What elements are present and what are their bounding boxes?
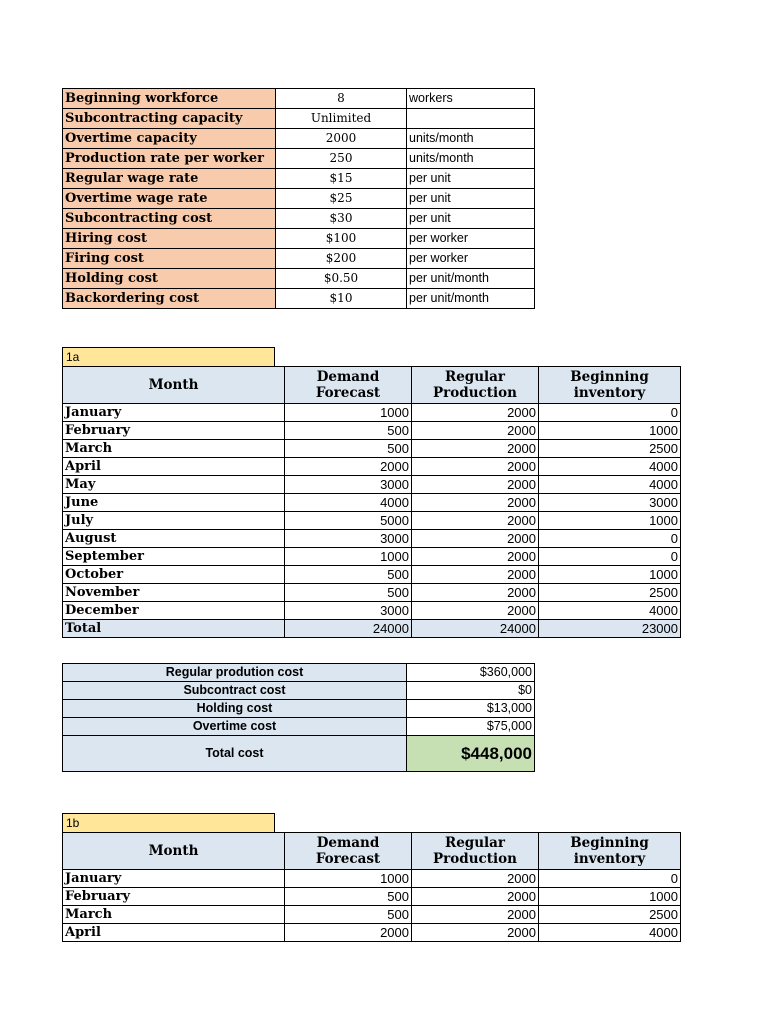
table-row — [63, 458, 681, 476]
cost-label[interactable]: Overtime cost — [63, 718, 407, 736]
total-cost-value[interactable]: $448,000 — [407, 736, 535, 772]
parameter-unit[interactable]: per unit/month — [407, 269, 535, 289]
parameter-value[interactable]: $10 — [276, 289, 407, 309]
demand-forecast-cell[interactable]: 2000 — [285, 458, 412, 476]
parameter-label[interactable]: Regular wage rate — [63, 169, 276, 189]
cost-summary-table — [62, 663, 535, 772]
table-row — [63, 440, 681, 458]
header-month[interactable]: Month — [63, 367, 285, 404]
parameter-unit[interactable]: per worker — [407, 249, 535, 269]
demand-forecast-cell[interactable]: 5000 — [285, 512, 412, 530]
demand-forecast-cell[interactable]: 500 — [285, 440, 412, 458]
demand-forecast-cell[interactable]: 3000 — [285, 602, 412, 620]
parameter-row — [63, 209, 535, 229]
parameters-table — [62, 88, 535, 309]
beginning-inventory-cell[interactable]: 1000 — [539, 888, 681, 906]
beginning-inventory-cell[interactable]: 2500 — [539, 440, 681, 458]
total-row — [63, 620, 681, 638]
regular-production-cell[interactable]: 2000 — [412, 548, 539, 566]
table-row — [63, 404, 681, 422]
cost-row — [63, 682, 535, 700]
total-cost-label[interactable]: Total cost — [63, 736, 407, 772]
regular-production-cell[interactable]: 2000 — [412, 476, 539, 494]
demand-forecast-cell[interactable]: 500 — [285, 422, 412, 440]
parameter-row — [63, 269, 535, 289]
month-cell[interactable]: January — [63, 870, 285, 888]
table-row — [63, 924, 681, 942]
month-cell[interactable]: March — [63, 906, 285, 924]
regular-production-cell[interactable]: 2000 — [412, 512, 539, 530]
header-regular-production[interactable]: Regular Production — [412, 833, 539, 870]
beginning-inventory-cell[interactable]: 0 — [539, 548, 681, 566]
regular-production-cell[interactable]: 2000 — [412, 494, 539, 512]
parameter-row — [63, 109, 535, 129]
demand-forecast-cell[interactable]: 1000 — [285, 548, 412, 566]
month-cell[interactable]: July — [63, 512, 285, 530]
table-row — [63, 476, 681, 494]
header-beginning-inventory[interactable]: Beginning inventory — [539, 367, 681, 404]
beginning-inventory-cell[interactable]: 0 — [539, 404, 681, 422]
table-row — [63, 530, 681, 548]
cost-value[interactable]: $13,000 — [407, 700, 535, 718]
parameter-label[interactable]: Overtime wage rate — [63, 189, 276, 209]
parameter-unit[interactable]: units/month — [407, 149, 535, 169]
table-row — [63, 566, 681, 584]
parameter-unit[interactable] — [407, 109, 535, 129]
month-cell[interactable]: November — [63, 584, 285, 602]
parameter-label[interactable]: Hiring cost — [63, 229, 276, 249]
parameter-value[interactable]: $15 — [276, 169, 407, 189]
table-row — [63, 602, 681, 620]
month-cell[interactable]: August — [63, 530, 285, 548]
table-row — [63, 494, 681, 512]
parameter-value[interactable]: 2000 — [276, 129, 407, 149]
table-row — [63, 584, 681, 602]
table-row — [63, 870, 681, 888]
beginning-inventory-cell[interactable]: 0 — [539, 530, 681, 548]
parameter-label[interactable]: Overtime capacity — [63, 129, 276, 149]
parameter-unit[interactable]: per unit/month — [407, 289, 535, 309]
demand-forecast-cell[interactable]: 3000 — [285, 530, 412, 548]
regular-production-cell[interactable]: 2000 — [412, 440, 539, 458]
beginning-inventory-cell[interactable]: 4000 — [539, 602, 681, 620]
regular-production-cell[interactable]: 2000 — [412, 924, 539, 942]
demand-forecast-cell[interactable]: 500 — [285, 584, 412, 602]
header-beginning-inventory[interactable]: Beginning inventory — [539, 833, 681, 870]
parameter-row — [63, 289, 535, 309]
table-row — [63, 512, 681, 530]
regular-production-cell[interactable]: 2000 — [412, 888, 539, 906]
demand-forecast-cell[interactable]: 2000 — [285, 924, 412, 942]
cost-row — [63, 664, 535, 682]
parameter-label[interactable]: Backordering cost — [63, 289, 276, 309]
parameter-label[interactable]: Holding cost — [63, 269, 276, 289]
month-cell[interactable]: March — [63, 440, 285, 458]
month-cell[interactable]: September — [63, 548, 285, 566]
month-cell[interactable]: May — [63, 476, 285, 494]
month-cell[interactable]: January — [63, 404, 285, 422]
beginning-inventory-cell[interactable]: 1000 — [539, 566, 681, 584]
beginning-inventory-cell[interactable]: 2500 — [539, 584, 681, 602]
regular-production-cell[interactable]: 2000 — [412, 530, 539, 548]
table-row — [63, 548, 681, 566]
parameter-value[interactable]: 8 — [276, 89, 407, 109]
cost-value[interactable]: $360,000 — [407, 664, 535, 682]
cost-label[interactable]: Subcontract cost — [63, 682, 407, 700]
month-cell[interactable]: October — [63, 566, 285, 584]
section-label-1a[interactable]: 1a — [62, 347, 275, 367]
parameter-unit[interactable]: per unit — [407, 209, 535, 229]
demand-forecast-cell[interactable]: 1000 — [285, 870, 412, 888]
plan-table-1b — [62, 832, 681, 942]
table-row — [63, 906, 681, 924]
cost-row — [63, 700, 535, 718]
cost-value[interactable]: $75,000 — [407, 718, 535, 736]
total-inventory-cell[interactable]: 23000 — [539, 620, 681, 638]
beginning-inventory-cell[interactable]: 2500 — [539, 906, 681, 924]
parameter-row — [63, 169, 535, 189]
table-row — [63, 422, 681, 440]
regular-production-cell[interactable]: 2000 — [412, 566, 539, 584]
cost-row — [63, 718, 535, 736]
header-month[interactable]: Month — [63, 833, 285, 870]
cost-label[interactable]: Holding cost — [63, 700, 407, 718]
parameter-unit[interactable]: workers — [407, 89, 535, 109]
beginning-inventory-cell[interactable]: 4000 — [539, 924, 681, 942]
regular-production-cell[interactable]: 2000 — [412, 602, 539, 620]
header-demand-forecast[interactable]: Demand Forecast — [285, 833, 412, 870]
month-cell[interactable]: December — [63, 602, 285, 620]
parameter-value[interactable]: 250 — [276, 149, 407, 169]
demand-forecast-cell[interactable]: 4000 — [285, 494, 412, 512]
beginning-inventory-cell[interactable]: 4000 — [539, 476, 681, 494]
parameter-label[interactable]: Beginning workforce — [63, 89, 276, 109]
beginning-inventory-cell[interactable]: 1000 — [539, 422, 681, 440]
parameter-row — [63, 89, 535, 109]
demand-forecast-cell[interactable]: 3000 — [285, 476, 412, 494]
parameter-value[interactable]: $200 — [276, 249, 407, 269]
demand-forecast-cell[interactable]: 500 — [285, 906, 412, 924]
regular-production-cell[interactable]: 2000 — [412, 584, 539, 602]
header-regular-production[interactable]: Regular Production — [412, 367, 539, 404]
parameter-value[interactable]: $100 — [276, 229, 407, 249]
parameter-unit[interactable]: per unit — [407, 169, 535, 189]
section-label-1b[interactable]: 1b — [62, 813, 275, 833]
demand-forecast-cell[interactable]: 1000 — [285, 404, 412, 422]
table-row — [63, 888, 681, 906]
header-demand-forecast[interactable]: Demand Forecast — [285, 367, 412, 404]
regular-production-cell[interactable]: 2000 — [412, 870, 539, 888]
parameter-label[interactable]: Subcontracting cost — [63, 209, 276, 229]
regular-production-cell[interactable]: 2000 — [412, 906, 539, 924]
total-label-cell[interactable]: Total — [63, 620, 285, 638]
month-cell[interactable]: April — [63, 458, 285, 476]
cost-label[interactable]: Regular prodution cost — [63, 664, 407, 682]
total-cost-row — [63, 736, 535, 772]
parameter-label[interactable]: Firing cost — [63, 249, 276, 269]
beginning-inventory-cell[interactable]: 3000 — [539, 494, 681, 512]
parameter-value[interactable]: $0.50 — [276, 269, 407, 289]
parameter-unit[interactable]: per worker — [407, 229, 535, 249]
beginning-inventory-cell[interactable]: 4000 — [539, 458, 681, 476]
total-demand-cell[interactable]: 24000 — [285, 620, 412, 638]
regular-production-cell[interactable]: 2000 — [412, 458, 539, 476]
regular-production-cell[interactable]: 2000 — [412, 404, 539, 422]
month-cell[interactable]: February — [63, 888, 285, 906]
month-cell[interactable]: February — [63, 422, 285, 440]
beginning-inventory-cell[interactable]: 1000 — [539, 512, 681, 530]
parameter-row — [63, 249, 535, 269]
parameter-value[interactable]: Unlimited — [276, 109, 407, 129]
month-cell[interactable]: June — [63, 494, 285, 512]
parameter-value[interactable]: $30 — [276, 209, 407, 229]
parameter-row — [63, 149, 535, 169]
demand-forecast-cell[interactable]: 500 — [285, 566, 412, 584]
parameter-row — [63, 129, 535, 149]
demand-forecast-cell[interactable]: 500 — [285, 888, 412, 906]
regular-production-cell[interactable]: 2000 — [412, 422, 539, 440]
plan-table-1a — [62, 366, 681, 638]
parameter-row — [63, 189, 535, 209]
parameter-row — [63, 229, 535, 249]
beginning-inventory-cell[interactable]: 0 — [539, 870, 681, 888]
parameter-value[interactable]: $25 — [276, 189, 407, 209]
parameter-unit[interactable]: per unit — [407, 189, 535, 209]
parameter-label[interactable]: Production rate per worker — [63, 149, 276, 169]
month-cell[interactable]: April — [63, 924, 285, 942]
total-production-cell[interactable]: 24000 — [412, 620, 539, 638]
parameter-unit[interactable]: units/month — [407, 129, 535, 149]
cost-value[interactable]: $0 — [407, 682, 535, 700]
parameter-label[interactable]: Subcontracting capacity — [63, 109, 276, 129]
